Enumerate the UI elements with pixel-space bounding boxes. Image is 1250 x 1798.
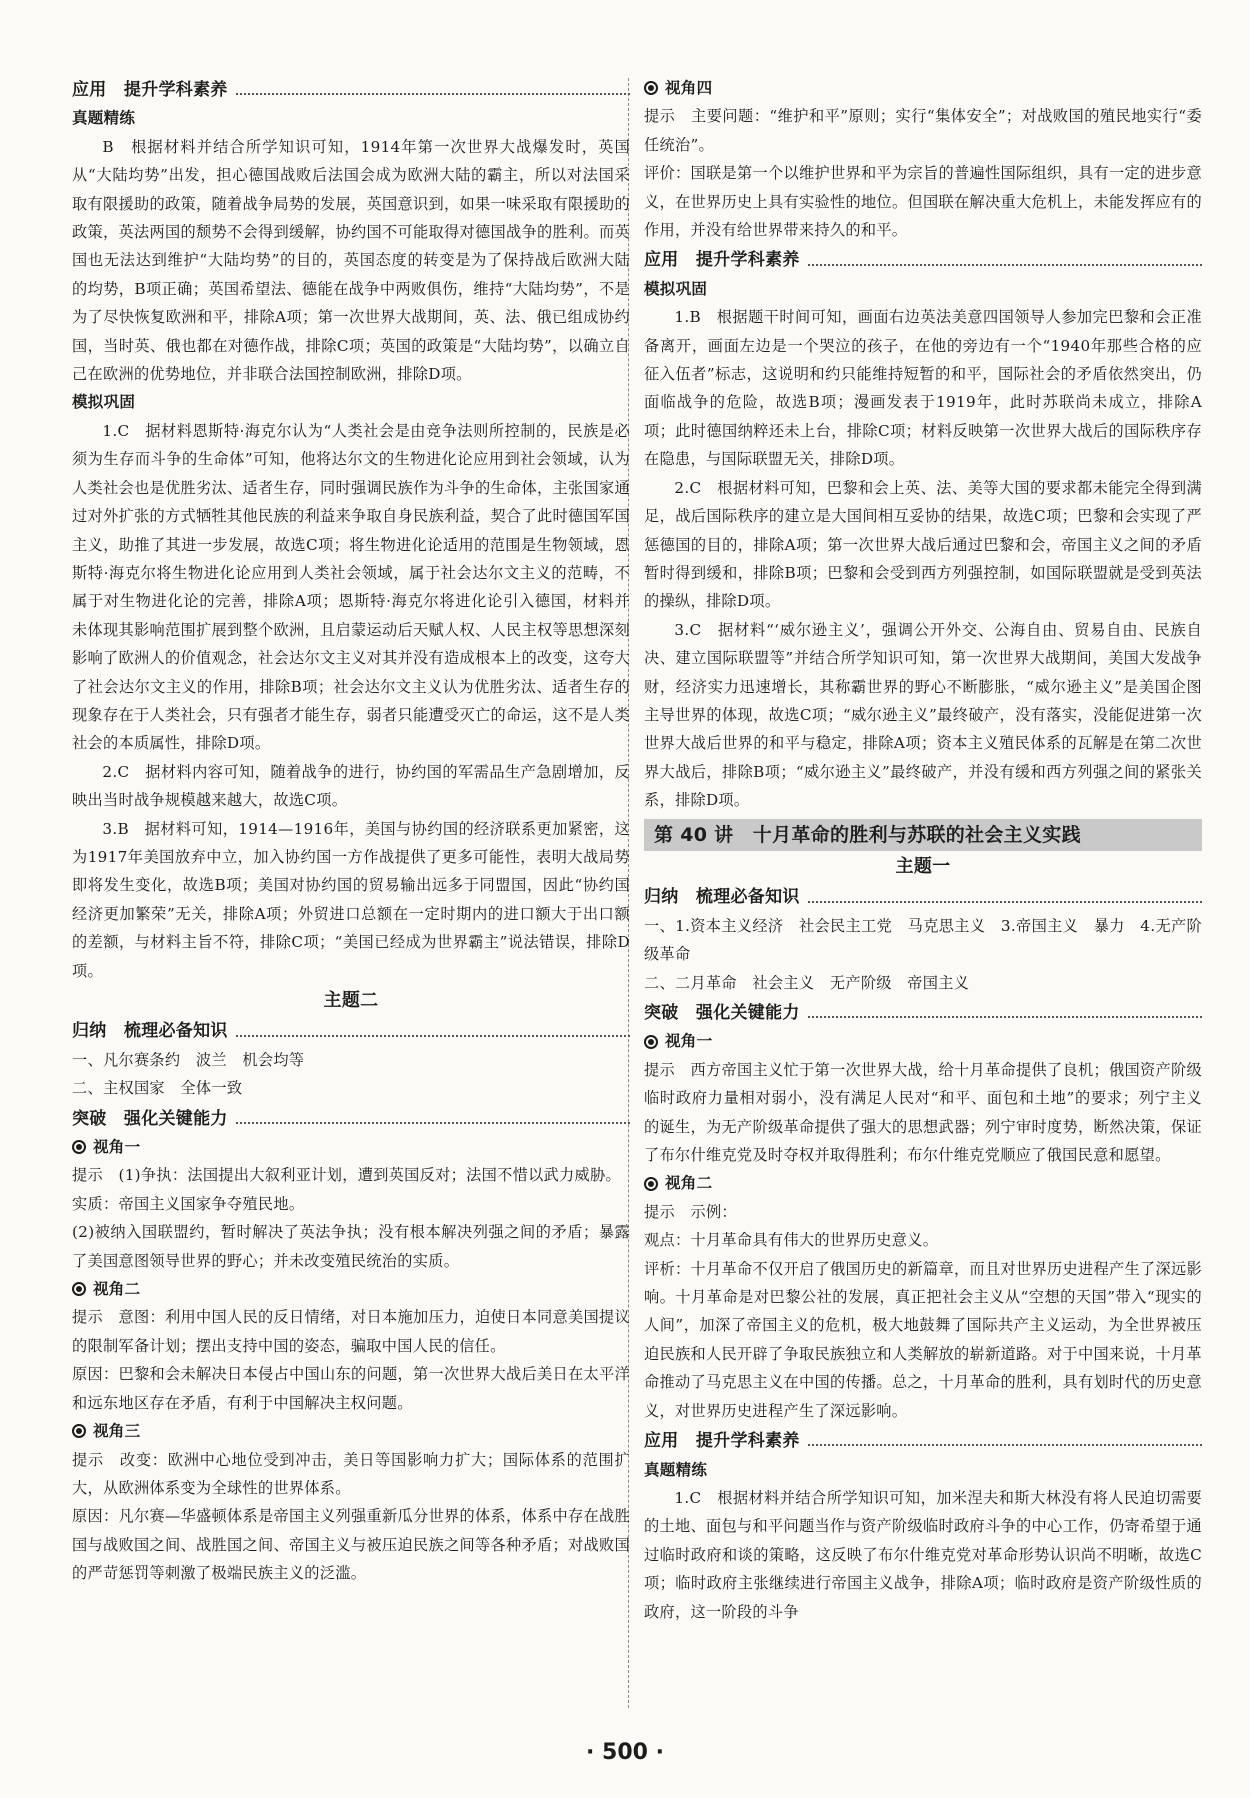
section-title: 应用 提升学科素养 — [644, 1431, 800, 1452]
hint-paragraph: 提示 (1)争执：法国提出大叙利亚计划，遭到英国反对；法国不惜以武力威胁。 — [72, 1166, 621, 1185]
subsection-title: 模拟巩固 — [72, 393, 136, 412]
answer-item: 1.C 根据材料并结合所学知识可知，加米涅夫和斯大林没有将人民迫切需要的土地、面包与和平问题当作与资产阶级临时政府斗争的中心工作，仍寄希望于通过临时政府和谈的策略，这反映了布尔什维克党对革命形势认识尚不明晰，故选C项；临时政府主张继续进行帝国主义战争，排除A项；临时政府是资产阶级性质的政府，这一阶段的斗争 — [644, 1488, 1202, 1621]
section-title: 突破 强化关键能力 — [72, 1108, 228, 1129]
right-column — [644, 74, 1202, 1626]
knowledge-line: 二、主权国家 全体一致 — [72, 1079, 243, 1098]
section-heading — [644, 999, 1202, 1027]
section-heading — [644, 246, 1202, 274]
hint-paragraph: 评析：十月革命不仅开启了俄国历史的新篇章，而且对世界历史进程产生了深远影响。十月革命是对巴黎公社的发展，真正把社会主义从“空想的天国”带入“现实的人间”，加深了帝国主义的危机，极大地鼓舞了国际共产主义运动，为全世界被压迫民族和人民开辟了争取民族独立和人类解放的崭新道路。对于中国来说，十月革命推动了马克思主义在中国的传播。总之，十月革命的胜利，具有划时代的历史意义，对世界历史进程产生了深远影响。 — [644, 1259, 1202, 1420]
left-column — [72, 74, 630, 1588]
knowledge-line: 二、二月革命 社会主义 无产阶级 帝国主义 — [644, 973, 970, 992]
answer-item: 1.C 据材料恩斯特·海克尔认为“人类社会是由竞争法则所控制的，民族是必须为生存而斗争的生命体”可知，他将达尔文的生物进化论应用到社会领域，认为人类社会也是优胜劣汰、适者生存，同时强调民族作为斗争的生命体，主张国家通过对外扩张的方式牺牲其他民族的利益来争取自身民族利益，契合了此时德国军国主义，助推了其进一步发展，故选C项；将生物进化论适用的范围是生物领域，恩斯特·海克尔将生物进化论应用到人类社会领域，属于社会达尔文主义的范畴，不属于对生物进化论的完善，排除A项；恩斯特·海克尔将进化论引入德国，材料并未体现其影响范围扩展到整个欧洲，且启蒙运动后天赋人权、人民主权等思想深刻影响了欧洲人的价值观念，社会达尔文主义对其并没有造成根本上的改变，这夸大了社会达尔文主义的作用，排除B项；社会达尔文主义认为优胜劣汰、适者生存的现象存在于人类社会，只有强者才能生存，弱者只能遭受灭亡的命运，这不是人类社会的本质属性，排除D项。 — [72, 421, 630, 753]
hint-paragraph: 提示 主要问题：“维护和平”原则；实行“集体安全”；对战败国的殖民地实行“委任统治”。 — [644, 107, 1202, 154]
perspective-title: 视角一 — [665, 1032, 713, 1051]
dotted-rule — [236, 1122, 630, 1124]
dotted-rule — [236, 93, 630, 95]
subsection-title: 真题精练 — [72, 109, 136, 128]
section-title: 归纳 梳理必备知识 — [644, 887, 800, 908]
dotted-rule — [808, 1016, 1202, 1018]
perspective-title: 视角二 — [665, 1174, 713, 1193]
hint-paragraph: 原因：凡尔赛—华盛顿体系是帝国主义列强重新瓜分世界的体系，体系中存在战胜国与战败国之间、战胜国之间、帝国主义与被压迫民族之间等各种矛盾；对战败国的严苛惩罚等刺激了极端民族主义的泛滥。 — [72, 1507, 630, 1583]
perspective-title: 视角三 — [93, 1422, 141, 1441]
dotted-rule — [236, 1035, 630, 1037]
hint-paragraph: 提示 意图：利用中国人民的反日情绪，对日本施加压力，迫使日本同意美国提议的限制军备计划；摆出支持中国的姿态，骗取中国人民的信任。 — [72, 1308, 630, 1355]
hint-paragraph: 评价：国联是第一个以维护世界和平为宗旨的普遍性国际组织，具有一定的进步意义，在世界历史上具有实验性的地位。但国联在解决重大危机上，未能发挥应有的作用，并没有给世界带来持久的和平。 — [644, 164, 1202, 240]
section-title: 突破 强化关键能力 — [644, 1003, 800, 1023]
dotted-rule — [808, 901, 1202, 903]
knowledge-line: 一、凡尔赛条约 波兰 机会均等 — [72, 1050, 305, 1069]
section-title: 归纳 梳理必备知识 — [72, 1021, 228, 1042]
bullet-icon — [72, 1282, 86, 1296]
perspective-heading — [644, 1027, 1202, 1055]
section-heading — [72, 76, 630, 104]
section-heading — [644, 1427, 1202, 1455]
perspective-heading — [72, 1133, 630, 1161]
lecture-title: 第 40 讲 十月革命的胜利与苏联的社会主义实践 — [644, 819, 1202, 851]
perspective-heading — [644, 1169, 1202, 1197]
dotted-rule — [808, 1444, 1202, 1446]
hint-paragraph: 实质：帝国主义国家争夺殖民地。 — [72, 1194, 305, 1213]
hint-paragraph: 提示 示例： — [644, 1202, 737, 1221]
hint-paragraph: 原因：巴黎和会未解决日本侵占中国山东的问题，第一次世界大战后美日在太平洋和远东地区存在矛盾，有利于中国解决主权问题。 — [72, 1365, 630, 1412]
bullet-icon — [644, 1035, 658, 1049]
bullet-icon — [72, 1424, 86, 1438]
answer-item: 3.C 据材料“‘威尔逊主义’，强调公开外交、公海自由、贸易自由、民族自决、建立国际联盟等”并结合所学知识可知，第一次世界大战期间，美国大发战争财，经济实力迅速增长，其称霸世界的野心不断膨胀，“威尔逊主义”是美国企图主导世界的体现，故选C项；“威尔逊主义”最终破产，没有落实，没能促进第一次世界大战后世界的和平与稳定，排除A项；资本主义殖民体系的瓦解是在第二次世界大战后，排除B项；“威尔逊主义”最终破产，并没有缓和西方列强之间的紧张关系，排除D项。 — [644, 620, 1202, 810]
hint-paragraph: 提示 改变：欧洲中心地位受到冲击，美日等国影响力扩大；国际体系的范围扩大，从欧洲体系变为全球性的世界体系。 — [72, 1450, 630, 1497]
topic-title: 主题二 — [323, 990, 379, 1011]
perspective-title: 视角四 — [665, 79, 713, 97]
page-number: · 500 · — [586, 1740, 664, 1765]
section-heading — [72, 1017, 630, 1045]
hint-paragraph: 提示 西方帝国主义忙于第一次世界大战，给十月革命提供了良机；俄国资产阶级临时政府力量相对弱小，没有满足人民对“和平、面包和土地”的要求；列宁主义的诞生，为无产阶级革命提供了强大的思想武器；列宁审时度势，断然决策，保证了布尔什维克党及时夺权并取得胜利；布尔什维克党顺应了俄国民意和愿望。 — [644, 1060, 1202, 1165]
answer-paragraph: B 根据材料并结合所学知识可知，1914年第一次世界大战爆发时，英国从“大陆均势”出发，担心德国战败后法国会成为欧洲大陆的霸主，所以对法国采取有限援助的政策，随着战争局势的发展，英国意识到，如果一味采取有限援助的政策，英法两国的颓势不会得到缓解，协约国不可能取得对德国战争的胜利。而英国也无法达到维护“大陆均势”的目的，英国态度的转变是为了保持战后欧洲大陆的均势，B项正确；英国希望法、德能在战争中两败俱伤，维持“大陆均势”，不是为了尽快恢复欧洲和平，排除A项；第一次世界大战期间，英、法、俄已组成协约国，当时英、俄也都在对德作战，排除C项；英国的政策是“大陆均势”，以确立自己在欧洲的优势地位，并非联合法国控制欧洲，排除D项。 — [72, 137, 630, 384]
section-heading — [72, 1105, 630, 1133]
subsection-title: 真题精练 — [644, 1460, 708, 1479]
answer-item: 3.B 据材料可知，1914—1916年，美国与协约国的经济联系更加紧密，这为1917年美国放弃中立，加入协约国一方作战提供了更多可能性，表明大战局势即将发生变化，故选B项；美国对协约国的贸易输出远多于同盟国，因此“协约国经济更加繁荣”无关，排除A项；外贸进口总额在一定时期内的进口额大于出口额的差额，与材料主旨不符，排除C项；“美国已经成为世界霸主”说法错误，排除D项。 — [72, 819, 630, 980]
hint-paragraph: 观点：十月革命具有伟大的世界历史意义。 — [644, 1231, 939, 1250]
perspective-heading — [72, 1417, 630, 1445]
subsection-title: 模拟巩固 — [644, 279, 708, 298]
section-title: 应用 提升学科素养 — [644, 250, 800, 271]
section-title: 应用 提升学科素养 — [72, 80, 228, 100]
topic-title: 主题一 — [895, 855, 951, 877]
perspective-title: 视角一 — [93, 1138, 141, 1157]
section-heading — [644, 883, 1202, 911]
bullet-icon — [644, 1177, 658, 1191]
answer-item: 2.C 根据材料可知，巴黎和会上英、法、美等大国的要求都未能完全得到满足，战后国际秩序的建立是大国间相互妥协的结果，故选C项；巴黎和会实现了严惩德国的目的，排除A项；第一次世界大战后通过巴黎和会，帝国主义之间的矛盾暂时得到缓和，排除B项；巴黎和会受到西方列强控制，如国际联盟就是受到英法的操纵，排除D项。 — [644, 478, 1202, 611]
dotted-rule — [808, 264, 1202, 266]
bullet-icon — [72, 1140, 86, 1154]
perspective-title: 视角二 — [93, 1280, 141, 1299]
perspective-heading — [644, 74, 1202, 102]
answer-item: 1.B 根据题干时间可知，画面右边英法美意四国领导人参加完巴黎和会正准备离开，画面左边是一个哭泣的孩子，在他的旁边有一个“1940年那些合格的应征入伍者”标志，这说明和约只能维持短暂的和平，国际社会的矛盾依然突出，仍面临战争的危险，故选B项；漫画发表于1919年，此时苏联尚未成立，排除A项；此时德国纳粹还未上台，排除C项；材料反映第一次世界大战后的国际秩序存在隐患，与国际联盟无关，排除D项。 — [644, 308, 1202, 469]
perspective-heading — [72, 1275, 630, 1303]
knowledge-line: 一、1.资本主义经济 社会民主工党 马克思主义 3.帝国主义 暴力 4.无产阶级革命 — [644, 916, 1202, 964]
bullet-icon — [644, 81, 658, 95]
hint-paragraph: (2)被纳入国联盟约，暂时解决了英法争执；没有根本解决列强之间的矛盾；暴露了美国意图领导世界的野心；并未改变殖民统治的实质。 — [72, 1223, 630, 1270]
answer-item: 2.C 据材料内容可知，随着战争的进行，协约国的军需品生产急剧增加，反映出当时战争规模越来越大，故选C项。 — [72, 762, 630, 810]
